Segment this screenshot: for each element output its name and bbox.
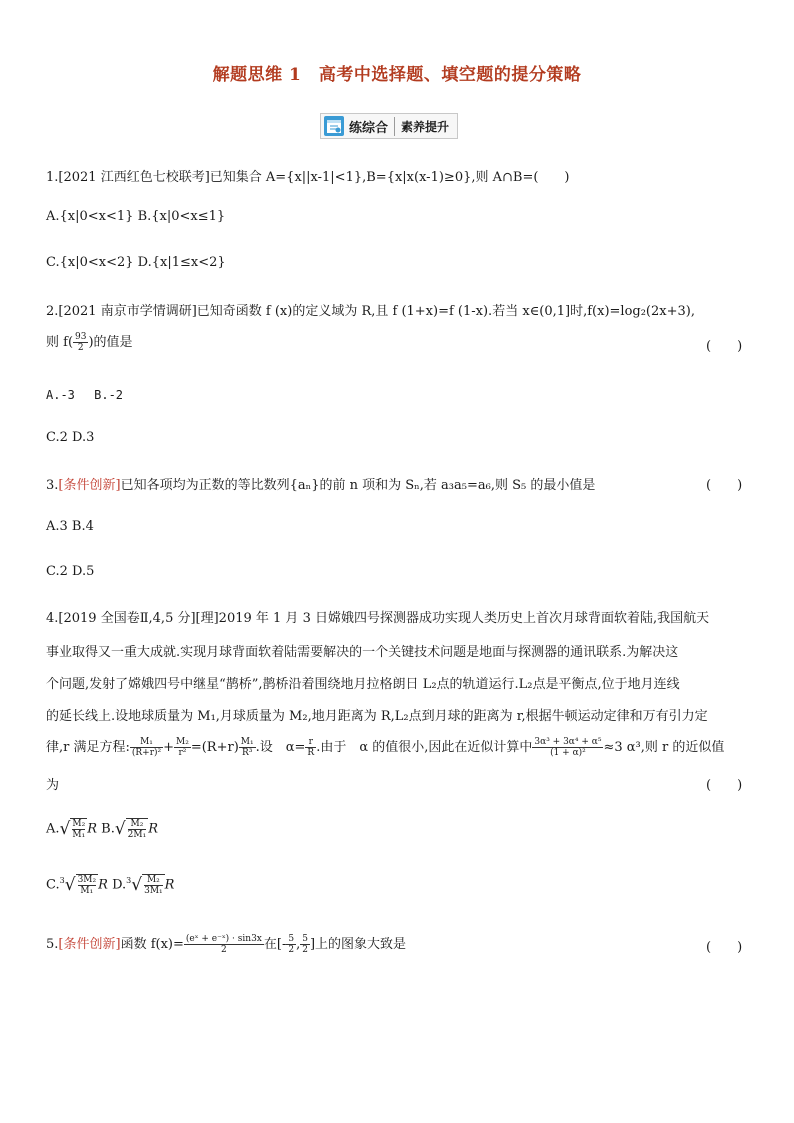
option-c-r: R	[98, 877, 108, 893]
eq-intro: 律,r 满足方程:	[46, 740, 130, 755]
question-2-text: 则 f(	[46, 335, 74, 350]
question-3-number: 3.	[46, 478, 59, 493]
question-1-options-cd: C.{x|0<x<2} D.{x|1≤x<2}	[46, 255, 226, 270]
cube-root-icon: √	[64, 875, 76, 895]
question-2-stem-line1: 2.[2021 南京市学情调研]已知奇函数 f (x)的定义域为 R,且 f (1+x)=f (1-x).若当 x∈(0,1]时,f(x)=log₂(2x+3),	[46, 304, 695, 319]
option-a-radicand: $\frac{\text{M₂}}{\text{M₁}}$	[72, 819, 86, 840]
fraction-93-2: $\frac{93}{2}$	[75, 332, 87, 353]
option-c-radicand: $\frac{\text{3M₂}}{\text{M₁}}$	[77, 875, 97, 896]
option-d-label: D.	[112, 877, 127, 893]
question-5-number: 5.	[46, 937, 59, 952]
question-4-line2: 事业取得又一重大成就.实现月球背面软着陆需要解决的一个关键技术问题是地面与探测器的通讯联系.为解决这	[46, 645, 679, 660]
option-b-label: B.	[101, 821, 115, 837]
option-a-label: A.	[46, 821, 60, 837]
fraction-alpha-approx: $\frac{\text{3α³ + 3α⁴ + α⁵}}{\text{(1 + α)²}}$	[534, 737, 602, 758]
option-b-radicand: $\frac{\text{M₂}}{\text{2M₁}}$	[127, 819, 147, 840]
question-2-options-ab: A.-3 B.-2	[46, 388, 124, 402]
question-1-options-ab: A.{x|0<x<1} B.{x|0<x≤1}	[46, 209, 226, 224]
approx-explanation: .由于 α 的值很小,因此在近似计算中	[316, 740, 533, 755]
alpha-definition: .设 α=	[255, 740, 306, 755]
answer-paren-q2: ( )	[706, 339, 743, 354]
question-5-stem	[46, 933, 406, 955]
fraction-m1-over-r-plus-r-sq: $\frac{\text{M₁}}{\text{(R+r)²}}$	[131, 737, 162, 758]
question-3-stem	[46, 474, 595, 493]
option-d-radicand: $\frac{\text{M₂}}{\text{3M₁}}$	[144, 875, 163, 896]
approx-result: ≈3 α³,则 r 的近似值	[603, 740, 725, 755]
interval-comma: ,	[296, 937, 301, 952]
cube-root-index: 3	[126, 876, 132, 886]
question-4-line4: 的延长线上.设地球质量为 M₁,月球质量为 M₂,地月距离为 R,L₂点到月球的距离为 r,根据牛顿运动定律和万有引力定	[46, 709, 708, 724]
option-a-r: R	[87, 821, 97, 837]
condition-tag: [条件创新]	[58, 478, 121, 493]
question-4-line6: 为	[46, 778, 60, 793]
question-4-options-cd	[46, 874, 174, 896]
plus-sign: +	[163, 740, 175, 755]
page-title: 解题思维 1 高考中选择题、填空题的提分策略	[212, 65, 582, 85]
question-2-text-post: )的值是	[88, 335, 133, 350]
question-4-line3: 个问题,发射了嫦娥四号中继星“鹊桥”,鹊桥沿着围绕地月拉格朗日 L₂点的轨道运行.L₂点是平衡点,位于地月连线	[46, 677, 680, 692]
function-def: 函数 f(x)=	[120, 937, 184, 952]
fraction-function: $\frac{\text{(eˣ + e⁻ˣ) · sin3x}}{2}$	[185, 934, 262, 955]
question-4-options-ab	[46, 818, 158, 840]
answer-paren-q4: ( )	[706, 778, 743, 793]
fraction-m2-over-r-sq: $\frac{\text{M₂}}{\text{r²}}$	[176, 737, 189, 758]
interval-close: ]上的图象大致是	[309, 937, 407, 952]
fraction-5-2: $\frac{5}{2}$	[302, 934, 308, 955]
cube-root-icon: √	[131, 875, 143, 895]
answer-paren-q3: ( )	[706, 478, 743, 493]
question-3-options-cd: C.2 D.5	[46, 564, 95, 579]
question-3-text: 已知各项均为正数的等比数列{aₙ}的前 n 项和为 Sₙ,若 a₃a₅=a₆,则 S₅ 的最小值是	[120, 478, 596, 493]
question-3-options-ab: A.3 B.4	[46, 519, 94, 534]
fraction-m1-over-r-cubed: $\frac{\text{M₁}}{\text{R³}}$	[240, 737, 254, 758]
fraction-5-2-neg: $\frac{5}{2}$	[288, 934, 295, 955]
answer-paren-q5: ( )	[706, 940, 743, 955]
badge-sub-label: 素养提升	[401, 119, 450, 134]
sqrt-icon: √	[114, 819, 126, 839]
option-b-r: R	[148, 821, 159, 837]
sqrt-icon: √	[59, 819, 71, 839]
question-2-stem-line2	[46, 331, 133, 353]
badge-main-label: 练综合	[349, 117, 395, 136]
calendar-note-icon	[323, 115, 345, 137]
section-badge	[320, 113, 458, 139]
question-4-equation-line	[46, 736, 724, 758]
eq-middle: =(R+r)	[190, 740, 239, 755]
question-2-options-cd: C.2 D.3	[46, 430, 95, 445]
question-1-stem: 1.[2021 江西红色七校联考]已知集合 A={x||x-1|<1},B={x|x(x-1)≥0},则 A∩B=( )	[46, 170, 570, 185]
option-d-r: R	[164, 877, 175, 893]
question-4-line1: 4.[2019 全国卷Ⅱ,4,5 分][理]2019 年 1 月 3 日嫦娥四号探测器成功实现人类历史上首次月球背面软着陆,我国航天	[46, 611, 710, 626]
fraction-r-over-big-r: $\frac{r}{R}$	[307, 737, 315, 758]
interval-open: 在[-	[263, 937, 287, 952]
option-c-label: C.	[46, 877, 60, 893]
condition-tag: [条件创新]	[58, 937, 121, 952]
cube-root-index: 3	[59, 876, 65, 886]
